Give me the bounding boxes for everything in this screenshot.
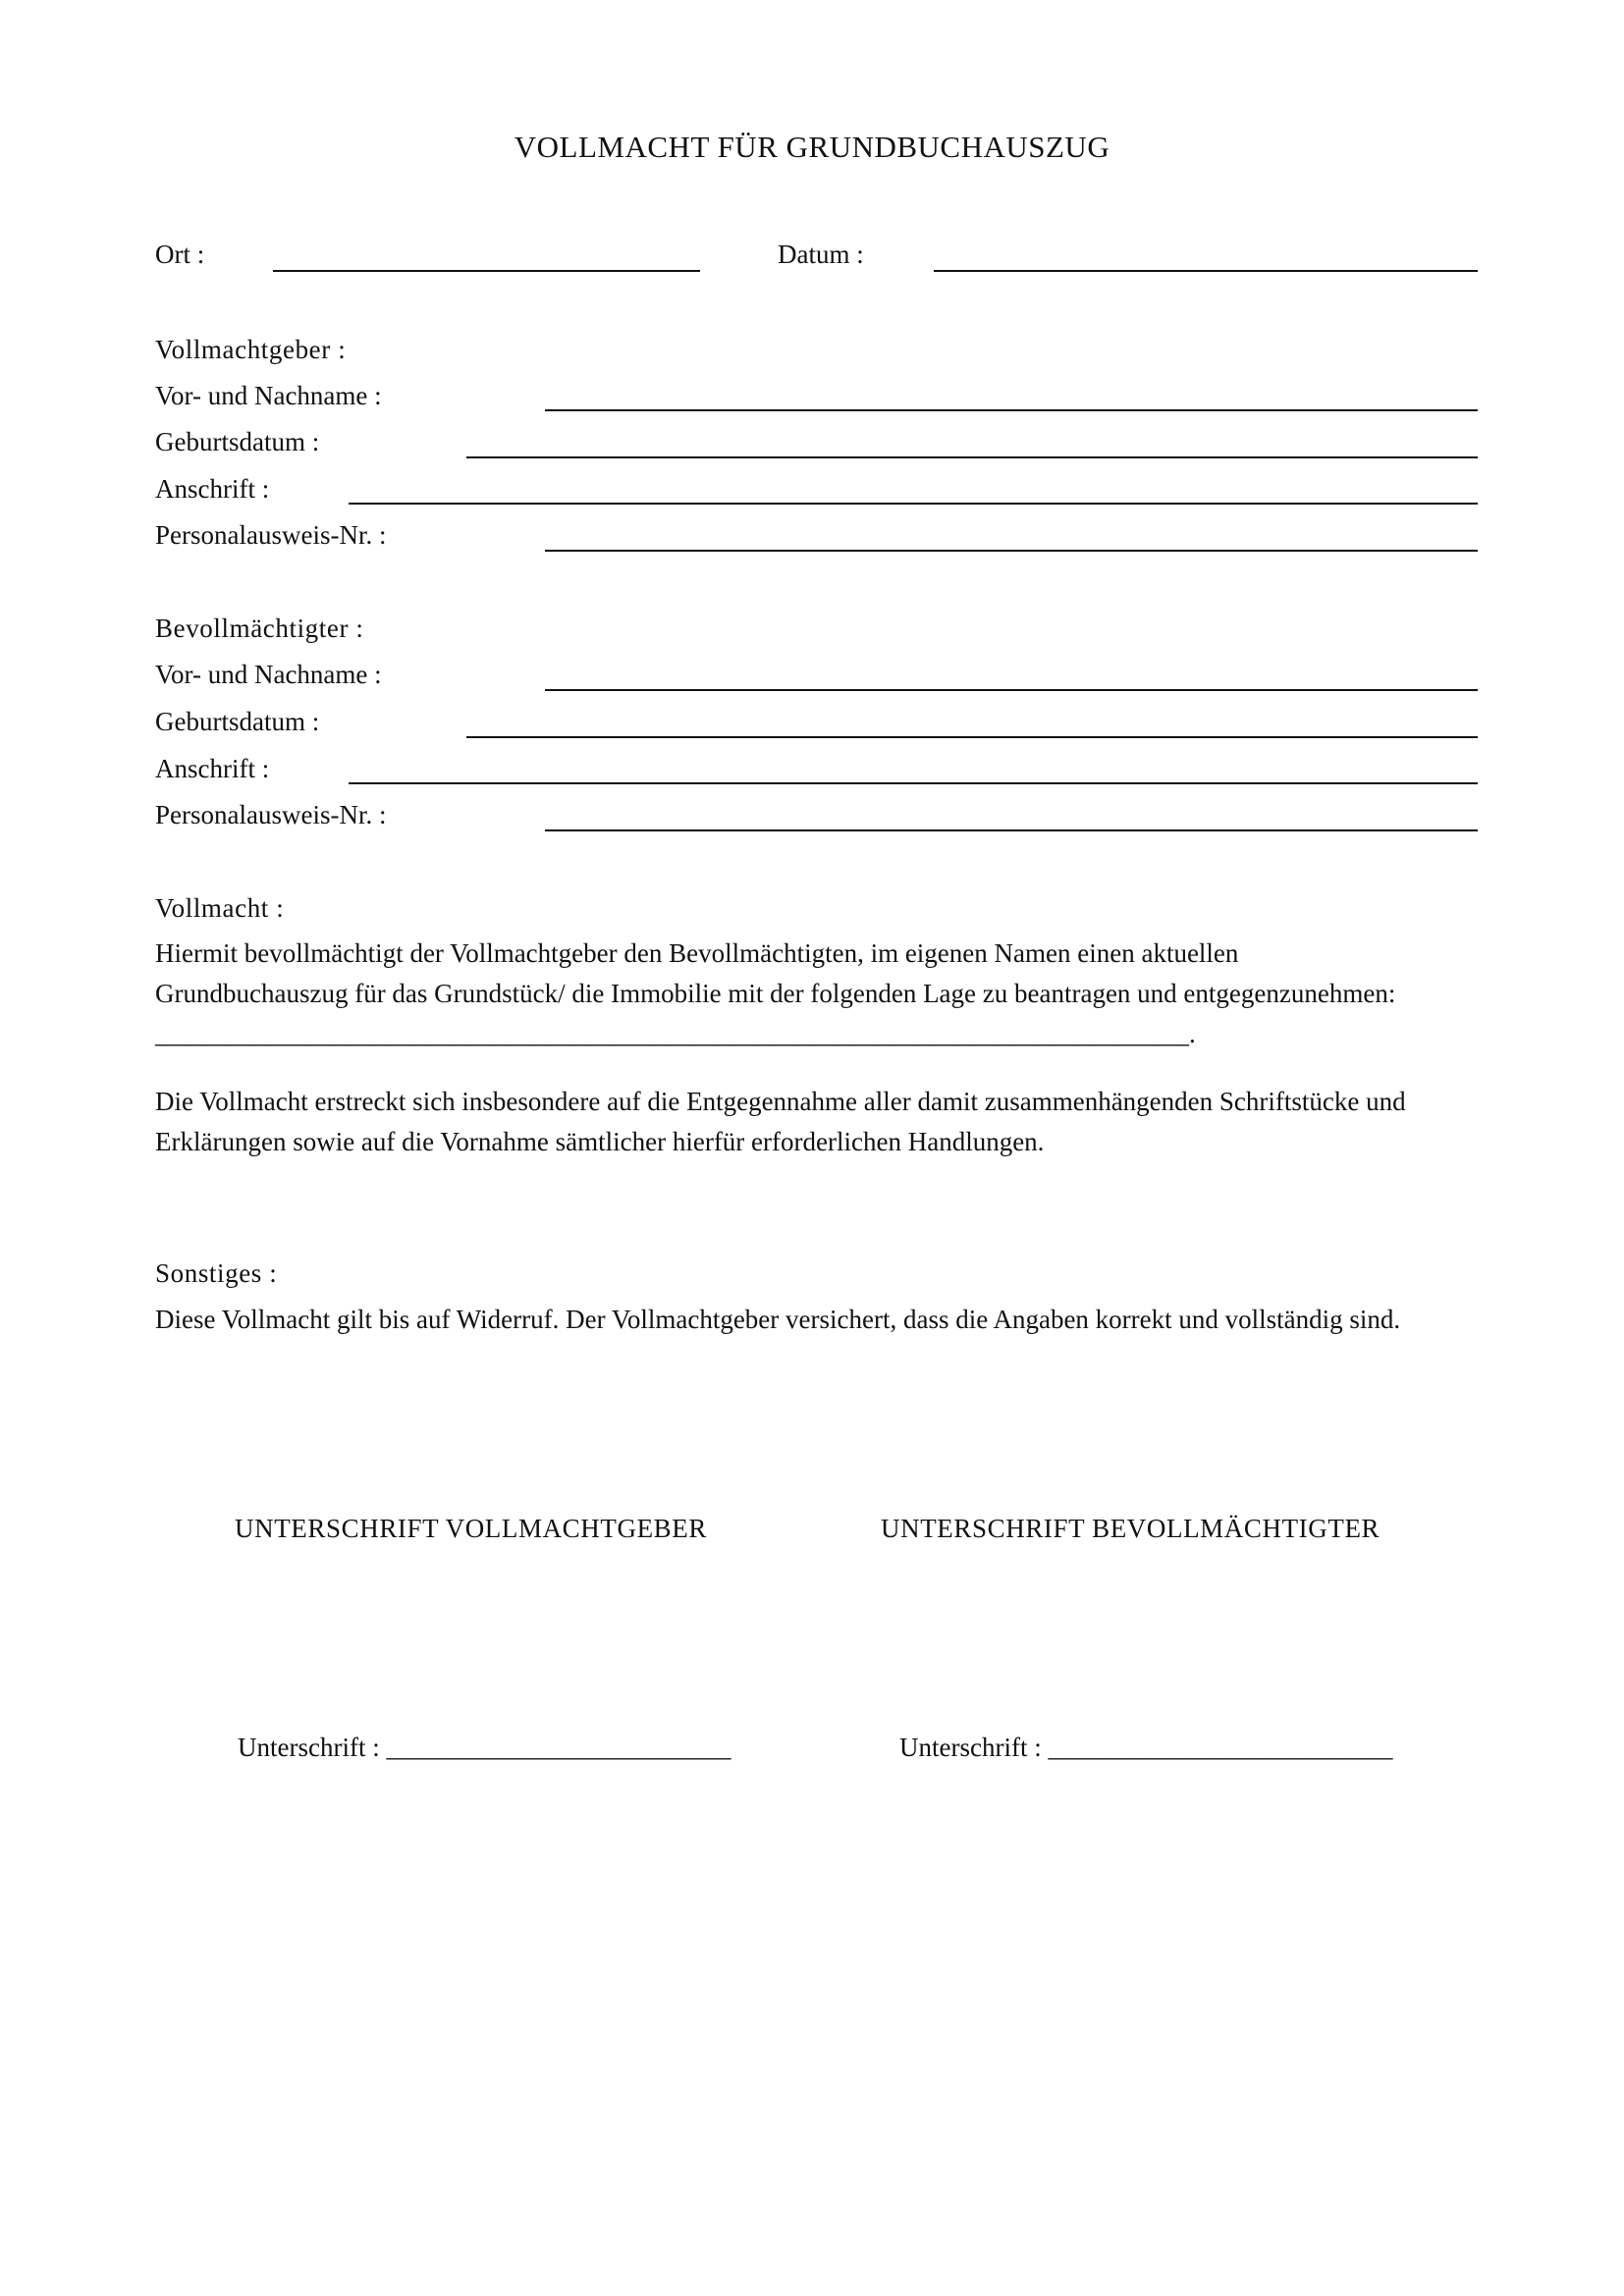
scope-line-2: Erklärungen sowie auf die Vornahme sämtlicher hierfür erforderlichen Handlungen. [155,1127,1045,1156]
grantor-id-field[interactable] [545,550,1478,552]
agent-signature-heading: UNTERSCHRIFT BEVOLLMÄCHTIGTER [881,1514,1380,1543]
grantor-address-field[interactable] [349,503,1478,505]
agent-id-field[interactable] [545,829,1478,831]
grantor-signature-field[interactable]: Unterschrift : __________________________ [238,1733,731,1762]
authority-heading: Vollmacht : [155,893,285,923]
agent-id-label: Personalausweis-Nr. : [155,800,387,829]
agent-address-field[interactable] [349,782,1478,784]
agent-heading: Bevollmächtigter : [155,614,364,643]
authority-line-2: Grundbuchauszug für das Grundstück/ die Immobilie mit der folgenden Lage zu beantragen und entgegenzunehmen: [155,979,1396,1008]
date-field[interactable] [934,270,1478,272]
agent-signature-field[interactable]: Unterschrift : __________________________ [899,1733,1393,1762]
grantor-name-field[interactable] [545,409,1478,411]
date-label: Datum : [778,240,864,269]
agent-name-field[interactable] [545,689,1478,691]
document-title: VOLLMACHT FÜR GRUNDBUCHAUSZUG [514,130,1110,164]
grantor-birthdate-label: Geburtsdatum : [155,427,320,456]
scope-text [155,1082,1490,1162]
grantor-heading: Vollmachtgeber : [155,335,347,364]
authority-text [155,934,1490,1054]
agent-birthdate-label: Geburtsdatum : [155,707,320,736]
grantor-name-label: Vor- und Nachname : [155,381,382,410]
place-label: Ort : [155,240,205,269]
agent-name-label: Vor- und Nachname : [155,660,382,689]
scope-line-1: Die Vollmacht erstreckt sich insbesondere auf die Entgegennahme aller damit zusammenhängenden Schriftstücke und [155,1087,1406,1116]
grantor-signature-heading: UNTERSCHRIFT VOLLMACHTGEBER [235,1514,707,1543]
authority-line-1: Hiermit bevollmächtigt der Vollmachtgeber den Bevollmächtigten, im eigenen Namen einen aktuellen [155,938,1239,968]
grantor-id-label: Personalausweis-Nr. : [155,520,387,550]
grantor-address-label: Anschrift : [155,474,270,504]
place-field[interactable] [273,270,700,272]
other-text: Diese Vollmacht gilt bis auf Widerruf. Der Vollmachtgeber versichert, dass die Angaben korrekt und vollständig sind. [155,1305,1401,1334]
grantor-birthdate-field[interactable] [466,456,1478,458]
property-location-field[interactable]: ______________________________________________________________________________. [155,1019,1196,1048]
other-heading: Sonstiges : [155,1258,278,1288]
agent-birthdate-field[interactable] [466,736,1478,738]
agent-address-label: Anschrift : [155,754,270,783]
